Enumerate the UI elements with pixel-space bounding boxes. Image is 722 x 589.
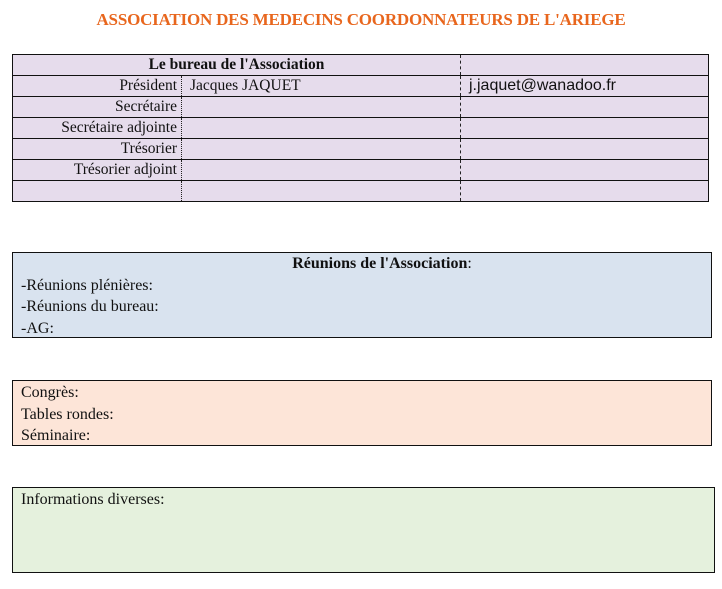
document-title: ASSOCIATION DES MEDECINS COORDONNATEURS DE L'ARIEGE xyxy=(96,10,626,29)
reunions-item: -Réunions du bureau: xyxy=(21,298,159,315)
bureau-heading: Le bureau de l'Association xyxy=(13,55,461,76)
contact-cell[interactable]: j.jaquet@wanadoo.fr xyxy=(461,76,709,97)
name-cell: Jacques JAQUET xyxy=(182,76,461,97)
events-item: Séminaire: xyxy=(21,427,91,444)
contact-cell xyxy=(461,139,709,160)
reunions-heading-text: Réunions de l'Association xyxy=(292,255,468,272)
reunions-item: -AG: xyxy=(21,319,54,337)
table-row xyxy=(13,139,709,160)
role-cell: Secrétaire adjointe xyxy=(13,118,182,139)
name-cell xyxy=(182,181,461,202)
contact-cell xyxy=(461,118,709,139)
table-row xyxy=(13,118,709,139)
name-cell xyxy=(182,139,461,160)
role-cell: Trésorier xyxy=(13,139,182,160)
infos-box xyxy=(12,487,715,573)
contact-cell xyxy=(461,160,709,181)
events-box xyxy=(12,380,712,446)
contact-cell xyxy=(461,97,709,118)
role-cell: Trésorier adjoint xyxy=(13,160,182,181)
reunions-box xyxy=(12,252,712,338)
table-row xyxy=(13,97,709,118)
bureau-header-empty-cell xyxy=(461,55,709,76)
events-item: Tables rondes: xyxy=(21,405,114,423)
bureau-header-row xyxy=(13,55,709,76)
role-cell: Président xyxy=(13,76,182,97)
reunions-heading xyxy=(21,253,703,275)
role-cell: Secrétaire xyxy=(13,97,182,118)
bureau-table xyxy=(12,54,709,202)
name-cell xyxy=(182,118,461,139)
table-row xyxy=(13,181,709,202)
table-row xyxy=(13,160,709,181)
name-cell xyxy=(182,160,461,181)
role-cell xyxy=(13,181,182,202)
reunions-heading-colon: : xyxy=(467,255,472,272)
name-cell xyxy=(182,97,461,118)
table-row xyxy=(13,76,709,97)
reunions-item: -Réunions plénières: xyxy=(21,276,153,294)
events-item: Congrès: xyxy=(21,384,79,401)
infos-label: Informations diverses: xyxy=(21,491,165,508)
contact-cell xyxy=(461,181,709,202)
